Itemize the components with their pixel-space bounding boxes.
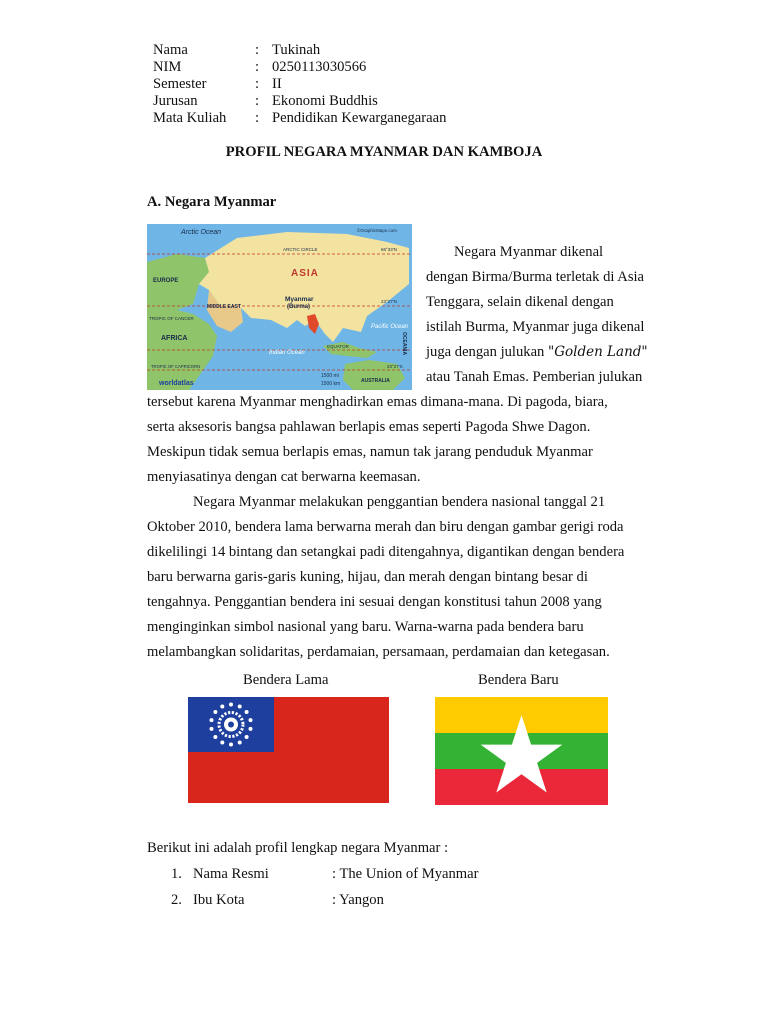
profile-list [147, 835, 478, 913]
info-sep: : [255, 110, 260, 126]
label-australia: AUSTRALIA [361, 378, 390, 384]
text-line: tengahnya. Penggantian bendera ini sesuai dengan konstitusi tahun 2008 yang [147, 594, 602, 610]
text-line: atau Tanah Emas. Pemberian julukan [426, 369, 643, 385]
list-number: 1. [171, 866, 182, 882]
label-europe: EUROPE [153, 278, 179, 284]
text-line [426, 340, 658, 365]
new-flag-label: Bendera Baru [478, 672, 559, 688]
info-key: NIM [153, 59, 182, 75]
label-myanmar: Myanmar [285, 296, 314, 303]
old-flag-label: Bendera Lama [243, 672, 329, 688]
text-line [147, 440, 658, 465]
label-tropic-cancer: TROPIC OF CANCER [149, 316, 194, 321]
new-myanmar-flag [435, 697, 608, 805]
text-line: baru berwarna garis-garis kuning, hijau, dan merah dengan bintang besar di [147, 569, 588, 585]
info-value: Pendidikan Kewarganegaraan [272, 110, 447, 126]
info-row-semester [153, 76, 446, 93]
label-worldatlas: worldatlas [159, 380, 194, 387]
label-scale-km: 1500 km [321, 381, 341, 387]
text-line-content: Meskipun tidak semua berlapis emas, namun tak jarang penduduk Myanmar [147, 444, 593, 460]
list-value: : Yangon [332, 892, 384, 908]
label-equator: EQUATOR [327, 344, 349, 349]
info-sep: : [255, 59, 260, 75]
section-heading: A. Negara Myanmar [147, 194, 277, 210]
text-line: melambangkan solidaritas, perdamaian, persamaan, perdamaian dan ketegasan. [147, 644, 610, 660]
info-key: Jurusan [153, 93, 198, 109]
list-number: 2. [171, 892, 182, 908]
info-row-jurusan [153, 93, 446, 110]
text-line: Oktober 2010, bendera lama berwarna merah dan biru dengan gambar gerigi roda [147, 519, 624, 535]
profile-intro: Berikut ini adalah profil lengkap negara Myanmar : [147, 840, 449, 856]
text-line: Negara Myanmar melakukan penggantian bendera nasional tanggal 21 [193, 494, 606, 510]
info-value: Ekonomi Buddhis [272, 93, 378, 109]
info-value: Tukinah [272, 42, 321, 58]
label-lat66: 66°33'N [381, 247, 397, 252]
list-indent [147, 861, 171, 887]
intro-paragraph-continued [147, 390, 658, 490]
text-line-content: juga dengan julukan [426, 344, 545, 360]
document-title: PROFIL NEGARA MYANMAR DAN KAMBOJA [225, 144, 543, 160]
info-row-nim [153, 59, 446, 76]
text-line [426, 240, 658, 265]
list-indent [147, 887, 171, 913]
text-line-content: Negara Myanmar dikenal [454, 244, 604, 260]
text-line: dikelilingi 14 bintang dan setangkai padi ditengahnya, digantikan dengan bendera [147, 544, 625, 560]
list-item [147, 861, 478, 887]
text-line [147, 390, 658, 415]
info-key: Nama [153, 42, 188, 58]
info-sep: : [255, 76, 260, 92]
old-myanmar-flag [188, 697, 389, 803]
label-oceania: OCEANIA [401, 332, 407, 356]
text-line [147, 415, 658, 440]
label-asia: ASIA [291, 268, 319, 279]
label-africa: AFRICA [161, 335, 188, 342]
flag-paragraph [147, 490, 658, 665]
label-lat23s: 23°27'S [387, 364, 403, 369]
label-middle-east: MIDDLE EAST [207, 304, 241, 310]
student-info [153, 42, 446, 127]
label-burma: (Burma) [287, 304, 311, 310]
info-row-course [153, 110, 446, 127]
info-row-name [153, 42, 446, 59]
text-line-content: serta aksesoris bangsa pahlawan berlapis emas seperti Pagoda Shwe Dagon. [147, 419, 591, 435]
text-line: menginginkan simbol nasional yang baru. Warna-warna pada bendera baru [147, 619, 584, 635]
text-line: istilah Burma, Myanmar juga dikenal [426, 319, 645, 335]
justified-line [454, 240, 658, 265]
info-sep: : [255, 93, 260, 109]
info-value: 0250113030566 [272, 59, 367, 75]
info-sep: : [255, 42, 260, 58]
label-arctic-circle: ARCTIC CIRCLE [283, 247, 318, 252]
info-key: Mata Kuliah [153, 110, 227, 126]
label-lat23: 23°27'N [381, 299, 397, 304]
list-item [147, 887, 478, 913]
asia-map-image [147, 224, 412, 390]
list-label: Nama Resmi [193, 866, 269, 882]
info-value: II [272, 76, 282, 92]
text-line: Tenggara, selain dikenal dengan [426, 294, 614, 310]
text-line: menyiasatinya dengan cat berwarna keemasan. [147, 469, 421, 485]
label-scale-mi: 1500 mi [321, 373, 339, 379]
list-label: Ibu Kota [193, 892, 245, 908]
intro-right-text [426, 240, 658, 390]
label-tropic-capricorn: TROPIC OF CAPRICORN [151, 364, 201, 369]
label-indian: Indian Ocean [269, 350, 305, 356]
label-pacific: Pacific Ocean [371, 324, 409, 330]
golden-land-text: "Golden Land" [548, 344, 648, 360]
info-key: Semester [153, 76, 207, 92]
label-credit: ©GraphicMaps.com [357, 228, 397, 233]
text-line: dengan Birma/Burma terletak di Asia [426, 269, 645, 285]
list-value: : The Union of Myanmar [332, 866, 479, 882]
new-flag-red-stripe [435, 769, 608, 805]
label-arctic-ocean: Arctic Ocean [181, 229, 222, 236]
text-line-content: tersebut karena Myanmar menghadirkan emas dimana-mana. Di pagoda, biara, [147, 394, 608, 410]
